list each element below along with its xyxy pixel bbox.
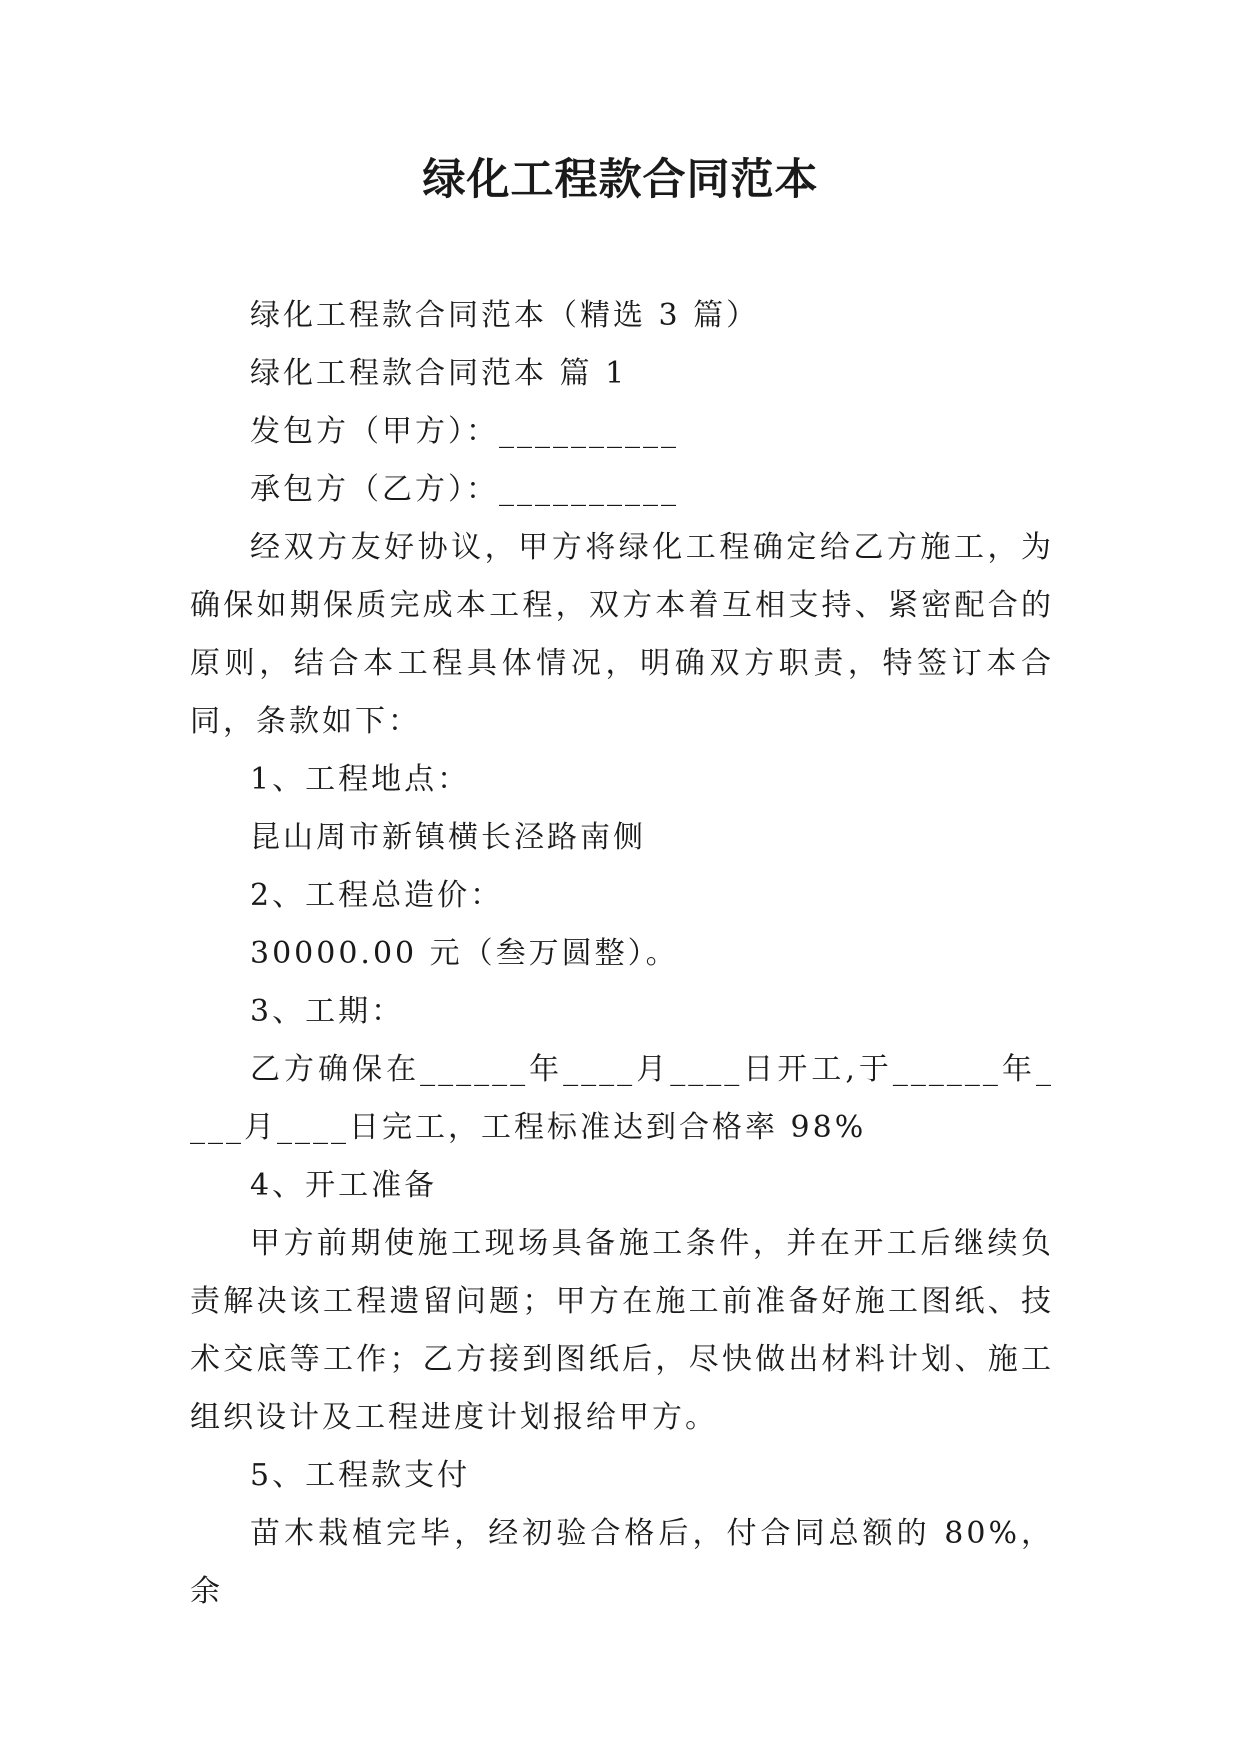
- document-title: 绿化工程款合同范本: [422, 155, 819, 205]
- clause-heading-location: 1、工程地点：: [250, 762, 471, 797]
- preparation-text: 甲方前期使施工现场具备施工条件，并在开工后继续负责解决该工程遗留问题；甲方在施工前准备好施工图纸、技术交底等工作；乙方接到图纸后，尽快做出材料计划、施工组织设计及工程进度计划报给甲方。: [190, 1226, 1054, 1435]
- clause-heading-schedule: 3、工期：: [250, 994, 405, 1029]
- intro-paragraph: 经双方友好协议，甲方将绿化工程确定给乙方施工，为确保如期保质完成本工程，双方本着互相支持、紧密配合的原则，结合本工程具体情况，明确双方职责，特签订本合同，条款如下：: [190, 530, 1054, 739]
- subtitle-paragraph: 绿化工程款合同范本（精选 3 篇）: [250, 298, 760, 333]
- party-b-line: 承包方（乙方）：__________: [250, 472, 679, 507]
- cost-text: 30000.00 元（叁万圆整）。: [250, 936, 679, 971]
- payment-text: 苗木栽植完毕，经初验合格后，付合同总额的 80%，余: [190, 1516, 1054, 1609]
- clause-heading-payment: 5、工程款支付: [250, 1458, 471, 1493]
- clause-heading-preparation: 4、开工准备: [250, 1168, 438, 1203]
- location-text: 昆山周市新镇横长泾路南侧: [250, 820, 646, 855]
- clause-heading-cost: 2、工程总造价：: [250, 878, 504, 913]
- party-a-line: 发包方（甲方）：__________: [250, 414, 679, 449]
- section-heading: 绿化工程款合同范本 篇 1: [250, 356, 628, 391]
- schedule-text: 乙方确保在______年____月____日开工,于______年____月____日完工，工程标准达到合格率 98%: [190, 1052, 1054, 1145]
- document-body: [190, 287, 1054, 1621]
